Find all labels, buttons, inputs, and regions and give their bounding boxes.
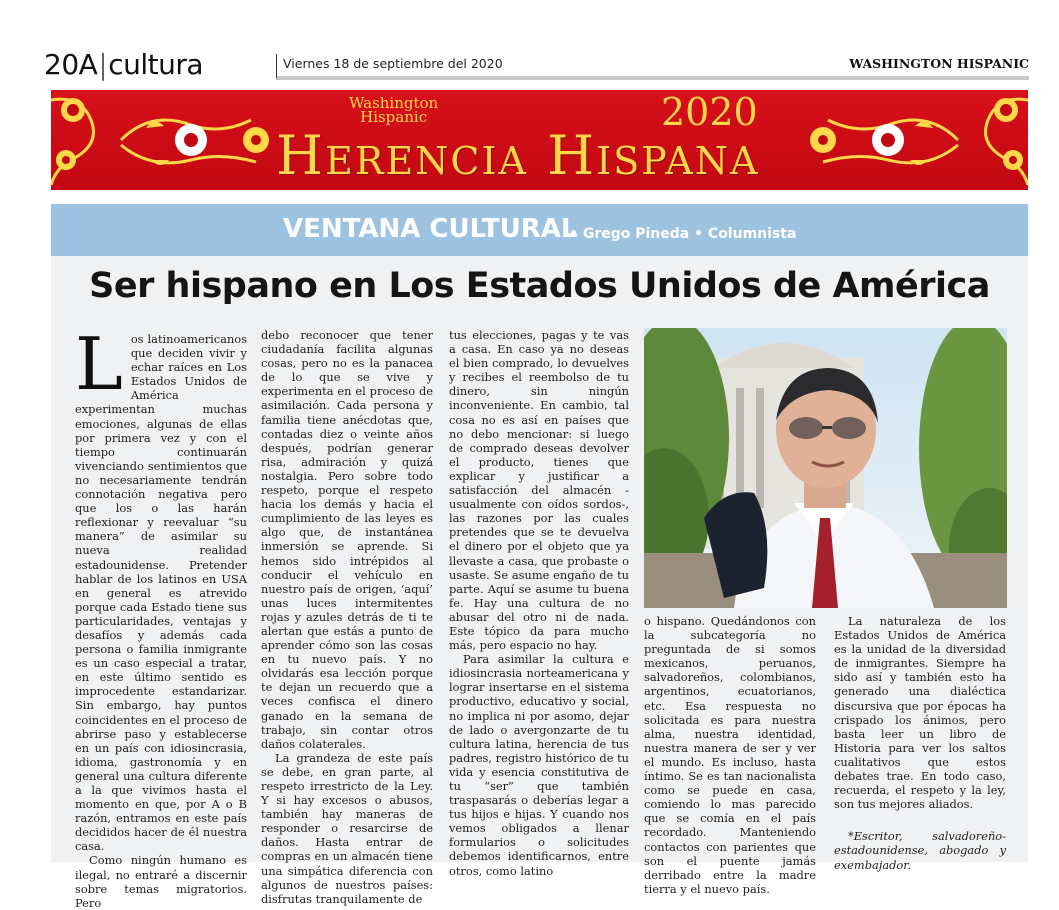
article: [51, 204, 1028, 910]
paragraph: Como ningún humano es ilegal, no entraré a discernir sobre temas migratorios. Pero: [75, 853, 247, 910]
paragraph: La grandeza de este país se debe, en gran parte, al respeto irrestricto de la Ley. Y si hay excesos o abusos, también hay maneras de responder o resarcirse de daños. Hasta entrar de compras en un almacén tiene una simpática diferencia con algunos de nuestros países: disfrutas tranquilamente de: [261, 750, 433, 906]
drop-cap: L: [75, 322, 123, 406]
column-kicker: VENTANA CULTURAL: [283, 214, 578, 244]
byline: • Grego Pineda • Columnista: [569, 226, 797, 242]
paragraph: debo reconocer que tener ciudadanía facilita algunas cosas, pero no es la panacea de lo que se vive y experimenta en el proceso de asimilación. Cada persona y familia tiene anécdotas que, contadas diez o veinte años después, podrían generar risa, admiración y quizá nostalgia. Pero sobre todo respeto, porque el respeto hacia los demás y hacia el cumplimiento de las leyes es algo que, de instantánea inmersión se aprende. Si hemos sido intrépidos al conducir el vehículo en nuestro país de origen, ‘aquí’ unas luces intermitentes rojas y azules detrás de ti te alertan que estás a punto de aprender cómo son las cosas en tu nuevo país. Y no olvidarás esa lección porque te dejan un recuerdo que a veces confisca el dinero ganado en la semana de trabajo, sin contar otros daños colaterales.: [261, 328, 433, 751]
text-column-3: [449, 328, 629, 878]
floral-ornament-left-icon: [51, 90, 291, 190]
paragraph: os latinoamericanos que deciden vivir y echar raíces en Los Estados Unidos de América experimentan muchas emociones, algunas de ellas por primera vez y con el tiempo continuarán vivenciando sentimientos que no necesariamente tendrán connotación negativa pero que los o las harán reflexionar y reevaluar “su manera” de asimilar su nueva realidad estadounidense. Pretender hablar de los latinos en USA en general es atrevido porque cada Estado tiene sus particularidades, ventajas y desafíos y además cada persona o familia inmigrante es un caso especial a tratar, en este último sentido es improcedente estandarizar. Sin embargo, hay puntos coincidentes en el proceso de abrirse paso y establecerse en un país con idiosincrasia, idioma, gastronomía y en general una cultura diferente a la que vivimos hasta el momento en que, por A o B razón, entramos en este país decididos hacer de él nuestra casa.: [75, 332, 247, 854]
paragraph: La naturaleza de los Estados Unidos de América es la unidad de la diversidad de inmigrantes. Siempre ha sido así y también esto ha generado una dialéctica discursiva que por épocas ha crispado los ánimos, pero basta leer un libro de Historia para ver los saltos cualitativos que estos debates trae. En todo caso, recuerda, el respeto y la ley, son tus mejores aliados.: [834, 614, 1006, 812]
floral-ornament-right-icon: [788, 90, 1028, 190]
newspaper-name: WASHINGTON HISPANIC: [849, 56, 1029, 71]
paragraph: tus elecciones, pagas y te vas a casa. En caso ya no deseas el bien comprado, lo devuelves y recibes el reembolso de tu dinero, sin ningún inconveniente. En cambio, tal cosa no es así en países que no debo mencionar: si luego de comprado deseas devolver el producto, tienes que explicar y justificar a satisfacción del almacén -usualmente con oídos sordos-, las razones por las cuales pretendes que se te devuelva el dinero por el objeto que ya llevaste a casa, que probaste o usaste. Se asume engaño de tu parte. Aquí se asume tu buena fe. Hay una cultura de no abusar del otro ni de nada. Este tópico da para mucho más, pero espacio no hay.: [449, 328, 629, 653]
brand-line-1: Washington: [349, 94, 439, 112]
issue-date: Viernes 18 de septiembre del 2020: [283, 56, 503, 71]
brand-line-2: Hispanic: [360, 108, 428, 126]
paragraph: Para asimilar la cultura e idiosincrasia norteamericana y lograr insertarse en el sistema productivo, educativo y social, no implica ni por asomo, dejar de lado o avergonzarte de tu cultura latina, herencia de tus padres, registro histórico de tu vida y esencia constitutiva de tu “ser” que también traspasarás o deberías legar a tus hijos e hijas. Y cuando nos vemos obligados a llenar formularios o solicitudes debemos identificarnos, entre otros, como latino: [449, 652, 629, 878]
herencia-hispana-banner: [51, 90, 1028, 190]
section-name: cultura: [108, 48, 204, 81]
banner-year: 2020: [661, 90, 758, 134]
section-separator: |: [98, 48, 108, 81]
paragraph: o hispano. Quedándonos con la subcategoría no preguntada de si somos mexicanos, peruanos, salvadoreños, colombianos, argentinos, ecuatorianos, etc. Esa respuesta no solicitada es para nuestra alma, nuestra identidad, nuestra manera de ser y ver el mundo. Es incluso, hasta íntimo. Se es tan nacionalista como se puede en casa, comiendo lo mas parecido que se comía en el país recordado. Manteniendo contactos con parientes que son el puente jamás derribado entre la madre tierra y el nuevo país.: [644, 614, 816, 896]
date-rule: [276, 54, 1029, 80]
text-column-2: [261, 328, 433, 906]
text-column-1: [75, 322, 247, 910]
page-number: 20A: [44, 48, 98, 81]
text-column-4: [644, 614, 816, 896]
washington-hispanic-logo: [349, 96, 438, 124]
author-portrait-image: [644, 328, 1007, 608]
article-headline: Ser hispano en Los Estados Unidos de América: [89, 266, 990, 306]
section-label: [44, 48, 203, 81]
author-photo: [644, 328, 1007, 608]
text-column-5: [834, 614, 1006, 872]
author-footnote: *Escritor, salvadoreño-estadounidense, abogado y exembajador.: [834, 829, 1006, 872]
masthead: [44, 48, 1028, 84]
banner-title: Herencia Hispana: [276, 124, 760, 187]
kicker-bar: [51, 204, 1028, 256]
